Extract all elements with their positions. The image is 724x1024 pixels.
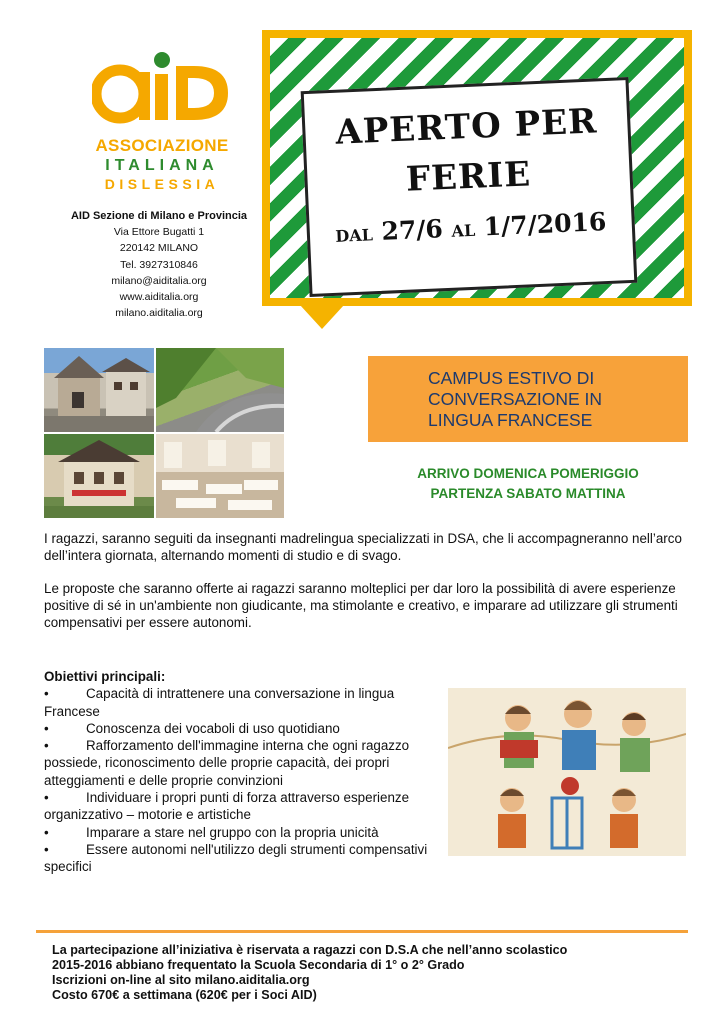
objective-text: Imparare a stare nel gruppo con la propria unicità — [86, 824, 379, 840]
banner-tail — [300, 305, 344, 329]
open-sign — [301, 77, 638, 297]
objective-item — [44, 824, 434, 841]
footer-line-3: Iscrizioni on-line al sito milano.aiditalia.org — [52, 973, 310, 987]
contact-website[interactable]: www.aiditalia.org — [119, 291, 199, 304]
objective-text: Capacità di intrattenere una conversazione in lingua Francese — [44, 686, 395, 719]
contact-email[interactable]: milano@aiditalia.org — [111, 274, 207, 287]
footer-line-1: La partecipazione all’iniziativa è riservata a ragazzi con D.S.A che nell’anno scolastico — [52, 943, 568, 957]
objective-item — [44, 685, 434, 720]
arrival-line: ARRIVO DOMENICA POMERIGGIO — [417, 466, 639, 481]
campus-line-2: CONVERSAZIONE IN — [428, 388, 603, 409]
objective-text: Conoscenza dei vocaboli di uso quotidiano — [86, 720, 340, 736]
footer-divider — [36, 930, 688, 933]
bullet-icon: • — [44, 790, 49, 806]
sign-al: AL — [451, 220, 476, 241]
campus-box — [368, 356, 688, 442]
paragraph-proposals: Le proposte che saranno offerte ai ragazzi saranno molteplici per dar loro la possibilità di avere esperienze positive di sé in un'ambiente non giudicante, ma stimolante e creativo, e imparare ad utilizzare gli strumenti compensativi per essere autonomi. — [44, 581, 678, 631]
objectives-list — [44, 668, 434, 876]
campus-line-1: CAMPUS ESTIVO DI — [428, 367, 595, 388]
objective-item — [44, 737, 434, 789]
objective-item — [44, 841, 434, 876]
photo-mountain-valley — [156, 348, 284, 432]
aid-logo-mark — [92, 48, 232, 130]
illustration-kids-playing — [448, 688, 686, 856]
bullet-icon: • — [44, 824, 49, 840]
sign-dal: DAL — [334, 225, 374, 246]
logo-line-associazione: ASSOCIAZIONE — [95, 136, 229, 155]
objective-text: Individuare i propri punti di forza attraverso esperienze organizzativo – motorie e artistiche — [44, 790, 410, 823]
objective-item — [44, 720, 434, 737]
objective-text: Essere autonomi nell'utilizzo degli strumenti compensativi specifici — [44, 841, 428, 875]
contact-city: 220142 MILANO — [119, 242, 199, 255]
paragraph-teachers: I ragazzi, saranno seguiti da insegnanti madrelingua specializzati in DSA, che li accompagneranno nell’arco dell’intera giornata, alternando momenti di studio e di svago. — [44, 531, 682, 564]
arrival-departure — [368, 464, 688, 504]
objectives-title: Obiettivi principali: — [44, 669, 166, 684]
sign-line-2: FERIE — [405, 154, 532, 200]
footer-line-2: 2015-2016 abbiano frequentato la Scuola Secondaria di 1° o 2° Grado — [52, 958, 465, 972]
logo-line-dislessia: DISLESSIA — [104, 176, 220, 192]
sign-date-to: 1/7/2016 — [483, 207, 607, 242]
campus-line-3: LINGUA FRANCESE — [428, 409, 593, 430]
contact-address: Via Ettore Bugatti 1 — [113, 226, 205, 239]
departure-line: PARTENZA SABATO MATTINA — [430, 486, 626, 501]
photo-mountain-village-house — [44, 348, 154, 432]
logo-line-italiana: ITALIANA — [105, 157, 219, 174]
sign-date-from: 27/6 — [380, 214, 444, 246]
bullet-icon: • — [44, 686, 49, 702]
footer-line-4: Costo 670€ a settimana (620€ per i Soci AID) — [52, 988, 317, 1002]
objective-item — [44, 789, 434, 824]
photo-dining-hall — [156, 434, 284, 518]
objective-text: Rafforzamento dell'immagine interna che ogni ragazzo possiede, riconoscimento delle proprie capacità, dei propri atteggiamenti e delle proprie convinzioni — [44, 738, 410, 788]
bullet-icon: • — [44, 720, 49, 736]
contact-phone: Tel. 3927310846 — [120, 258, 198, 271]
photo-chalet-flowers — [44, 434, 154, 518]
contact-block — [40, 208, 278, 321]
sign-dates — [309, 206, 632, 249]
sign-line-1: APERTO PER — [334, 101, 599, 153]
contact-site2[interactable]: milano.aiditalia.org — [115, 307, 203, 320]
contact-title: AID Sezione di Milano e Provincia — [70, 210, 248, 222]
bullet-icon: • — [44, 738, 49, 754]
footer-info — [52, 943, 692, 1003]
bullet-icon: • — [44, 841, 49, 857]
